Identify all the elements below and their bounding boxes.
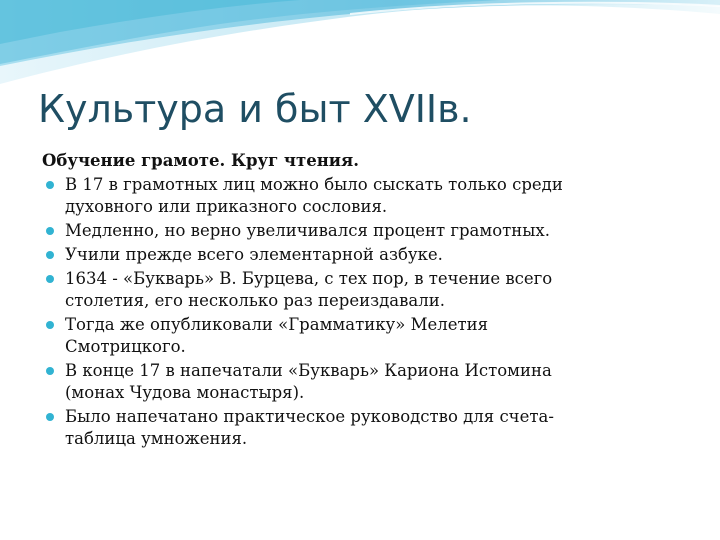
bullet-icon [46, 413, 54, 421]
bullet-icon [46, 367, 54, 375]
bullet-text: Медленно, но верно увеличивался процент грамотных. [65, 221, 550, 240]
slide-title: Культура и быт XVIIв. [38, 87, 472, 131]
bullet-icon [46, 227, 54, 235]
bullet-item [42, 360, 682, 404]
bullet-item [42, 268, 682, 312]
bullet-text: 1634 - «Букварь» В. Бурцева, с тех пор, в течение всего столетия, его несколько раз переиздавали. [65, 269, 553, 310]
slide-content [42, 150, 682, 452]
bullet-item [42, 244, 682, 266]
bullet-item [42, 174, 682, 218]
bullet-text: Тогда же опубликовали «Грамматику» Мелетия Смотрицкого. [65, 315, 489, 356]
bullet-icon [46, 275, 54, 283]
bullet-item [42, 314, 682, 358]
bullet-text: Было напечатано практическое руководство для счета- таблица умножения. [65, 407, 554, 448]
bullet-text: В 17 в грамотных лиц можно было сыскать только среди духовного или приказного сословия. [65, 175, 563, 216]
subheading: Обучение грамоте. Круг чтения. [42, 151, 359, 170]
bullet-text: В конце 17 в напечатали «Букварь» Кариона Истомина (монах Чудова монастыря). [65, 361, 552, 402]
bullet-icon [46, 181, 54, 189]
bullet-text: Учили прежде всего элементарной азбуке. [65, 245, 443, 264]
bullet-icon [46, 321, 54, 329]
bullet-item [42, 406, 682, 450]
bullet-list [42, 174, 682, 450]
bullet-icon [46, 251, 54, 259]
bullet-item [42, 220, 682, 242]
